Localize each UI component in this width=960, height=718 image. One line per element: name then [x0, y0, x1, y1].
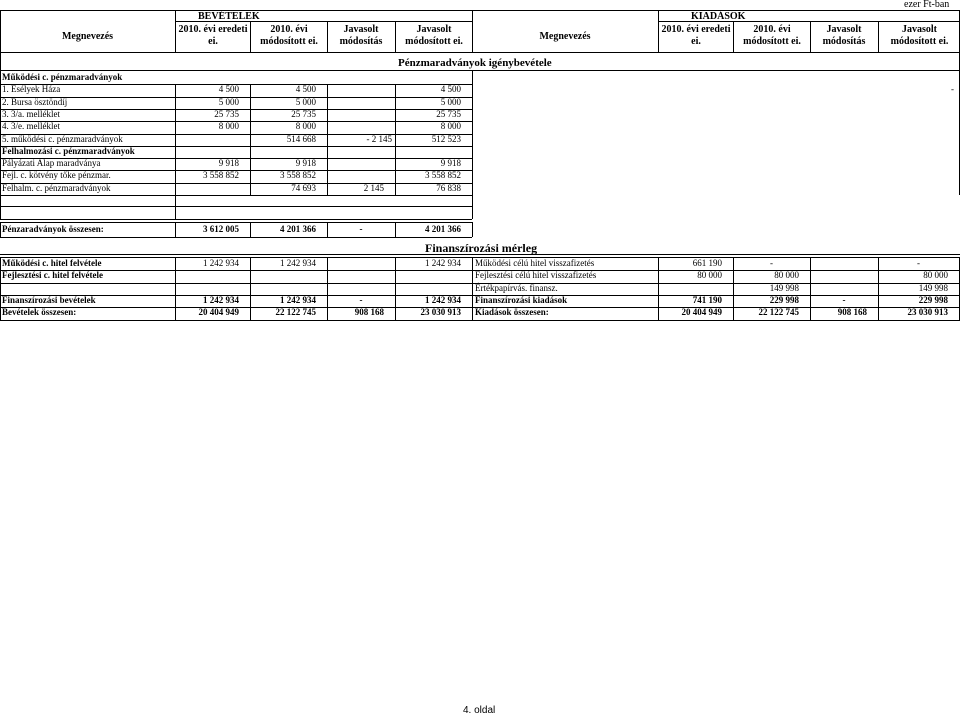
- fin-right-row-3-col2: -: [842, 294, 846, 305]
- grid-line: [472, 70, 473, 195]
- reserve-row-5-name: 5. működési c. pénzmaradványok: [2, 133, 123, 144]
- fin-right-row-3-col0: 741 190: [692, 294, 722, 305]
- grid-line: [175, 84, 176, 195]
- fin-left-row-0-col1: 1 242 934: [280, 258, 316, 268]
- total-row-bottom-line: [0, 237, 472, 238]
- grid-line: [0, 70, 1, 195]
- header-bottom-line: [0, 52, 960, 53]
- fin-right-row-2-name: Értékpapírvás. finansz.: [475, 282, 558, 293]
- grid-line: [395, 222, 396, 237]
- reserve-row-3-col3: 25 735: [436, 108, 461, 119]
- fin-right-row-4-col1: 22 122 745: [758, 307, 799, 318]
- section1-title: Pénzmaradványok igénybevétele: [398, 57, 552, 69]
- grid-line: [0, 206, 472, 207]
- reserve-row-8-col1: 3 558 852: [280, 170, 316, 181]
- reserve-row-8-col3: 3 558 852: [425, 170, 461, 181]
- fin-right-row-3-col1: 229 998: [769, 294, 799, 305]
- section2-title: Finanszírozási mérleg: [425, 241, 538, 255]
- reserve-row-5-col3: 512 523: [431, 133, 461, 144]
- fin-right-row-0-col0: 661 190: [692, 258, 722, 268]
- fin-right-row-1-name: Fejlesztési célú hitel visszafizetés: [475, 270, 597, 281]
- grid-line: [658, 257, 659, 320]
- fin-right-row-2-col3: 149 998: [918, 282, 948, 293]
- grid-line: [175, 222, 176, 237]
- grid-line: [175, 195, 176, 219]
- fin-right-row-0-col1: -: [770, 258, 773, 268]
- reserve-row-9-name: Felhalm. c. pénzmaradványok: [2, 182, 111, 193]
- reserve-row-7-name: Pályázati Alap maradványa: [2, 158, 101, 169]
- grid-line: [0, 222, 1, 237]
- col-header-mod-left: 2010. évi módosított ei.: [260, 24, 318, 47]
- reserve-row-2-col1: 5 000: [295, 96, 316, 107]
- reserve-row-4-name: 4. 3/e. melléklet: [2, 121, 60, 132]
- reserve-row-1-col1: 4 500: [295, 84, 316, 95]
- page-number: 4. oldal: [463, 705, 496, 716]
- grid-line: [0, 219, 472, 220]
- col-header-javei-left: Javasolt módosított ei.: [405, 24, 463, 47]
- grid-line: [327, 222, 328, 237]
- reserve-row-5-col1: 514 668: [286, 133, 316, 144]
- total-row-name: Pénzaradványok összesen:: [2, 224, 104, 234]
- col-header-name-right: Megnevezés: [539, 31, 591, 42]
- reserve-row-0-name: Működési c. pénzmaradványok: [2, 72, 123, 82]
- fin-right-row-4-col0: 20 404 949: [681, 307, 722, 318]
- fin-right-row-0-col3: -: [917, 258, 920, 268]
- fin-right-row-0-name: Működési célú hitel visszafizetés: [475, 258, 595, 268]
- fin-left-row-4-col3: 23 030 913: [420, 307, 461, 318]
- col-header-mod-right: 2010. évi módosított ei.: [743, 24, 801, 47]
- total-row-col0: 3 612 005: [203, 224, 239, 234]
- reserve-row-9-line: [0, 195, 472, 196]
- reserve-row-1-col0: 4 500: [218, 84, 239, 95]
- col-header-orig-left: 2010. évi eredeti ei.: [178, 24, 248, 47]
- fin-right-row-1-col1: 80 000: [774, 270, 799, 281]
- kiadas-group-label: KIADÁSOK: [691, 11, 746, 22]
- fin-left-row-3-name: Finanszírozási bevételek: [2, 294, 96, 305]
- reserve-row-2-name: 2. Bursa ösztöndíj: [2, 96, 68, 107]
- reserve-row-7-col1: 9 918: [295, 158, 316, 169]
- col-header-orig-right: 2010. évi eredeti ei.: [661, 24, 731, 47]
- fin-left-row-4-col0: 20 404 949: [198, 307, 239, 318]
- fin-left-row-1-name: Fejlesztési c. hitel felvétele: [2, 270, 103, 281]
- fin-right-row-3-name: Finanszírozási kiadások: [475, 294, 568, 305]
- reserve-row-3-name: 3. 3/a. melléklet: [2, 108, 60, 119]
- reserve-row-6-name: Felhalmozási c. pénzmaradványok: [2, 145, 135, 156]
- reserve-row-3-col0: 25 735: [214, 108, 239, 119]
- grid-line: [395, 257, 396, 320]
- grid-line: [327, 257, 328, 320]
- grid-line: [175, 257, 176, 320]
- fin-right-row-3-col3: 229 998: [918, 294, 948, 305]
- fin-right-row-2-col1: 149 998: [769, 282, 799, 293]
- reserve-row-2-col3: 5 000: [440, 96, 461, 107]
- reserve-row-4-col1: 8 000: [295, 121, 316, 132]
- reserve-row-7-col3: 9 918: [440, 158, 461, 169]
- grid-line: [733, 257, 734, 320]
- fin-right-row-1-col0: 80 000: [697, 270, 722, 281]
- reserve-row-2-col0: 5 000: [218, 96, 239, 107]
- grid-line: [0, 257, 960, 258]
- grid-line: [472, 195, 473, 219]
- fin-left-row-4-col2: 908 168: [354, 307, 384, 318]
- grid-line: [472, 222, 473, 237]
- total-row-top-line: [0, 222, 472, 223]
- reserve-row-1-right: -: [951, 84, 954, 95]
- grid-line: [472, 257, 473, 320]
- col-header-javmod-left: Javasolt módosítás: [339, 24, 383, 47]
- grid-line: [0, 195, 1, 219]
- col-header-javei-right: Javasolt módosított ei.: [890, 24, 949, 47]
- total-row-col3: 4 201 366: [425, 224, 461, 234]
- section1-title-line: [0, 70, 960, 71]
- fin-left-row-0-col3: 1 242 934: [425, 258, 461, 268]
- reserve-row-4-col0: 8 000: [218, 121, 239, 132]
- fin-left-row-4-name: Bevételek összesen:: [2, 307, 77, 318]
- fin-right-row-4-col2: 908 168: [837, 307, 867, 318]
- grid-line: [250, 84, 251, 195]
- grid-line: [810, 257, 811, 320]
- fin-left-row-3-col2: -: [359, 294, 363, 305]
- reserve-row-3-col1: 25 735: [291, 108, 316, 119]
- fin-left-row-3-col3: 1 242 934: [425, 294, 461, 305]
- fin-right-row-4-name: Kiadások összesen:: [475, 307, 549, 318]
- reserve-row-8-name: Fejl. c. kötvény tőke pénzmar.: [2, 170, 111, 181]
- reserve-row-5-col2: - 2 145: [366, 133, 392, 144]
- total-row-col2: -: [359, 224, 363, 234]
- reserve-row-9-col2: 2 145: [363, 182, 384, 193]
- unit-note: ezer Ft-ban: [904, 0, 950, 10]
- fin-right-row-1-col3: 80 000: [923, 270, 948, 281]
- reserve-row-9-col1: 74 693: [291, 182, 316, 193]
- reserve-row-1-col3: 4 500: [440, 84, 461, 95]
- fin-left-row-3-col0: 1 242 934: [203, 294, 239, 305]
- fin-left-row-3-col1: 1 242 934: [280, 294, 316, 305]
- total-row-col1: 4 201 366: [280, 224, 316, 234]
- fin-left-row-0-name: Működési c. hitel felvétele: [2, 258, 102, 268]
- fin-left-row-0-col0: 1 242 934: [203, 258, 239, 268]
- reserve-row-7-col0: 9 918: [218, 158, 239, 169]
- grid-line: [327, 84, 328, 195]
- reserve-row-9-col3: 76 838: [436, 182, 461, 193]
- col-header-javmod-right: Javasolt módosítás: [822, 24, 866, 47]
- reserve-row-4-col3: 8 000: [440, 121, 461, 132]
- grid-line: [250, 257, 251, 320]
- reserve-row-8-col0: 3 558 852: [203, 170, 239, 181]
- fin-row-4-line: [0, 320, 960, 321]
- grid-line: [395, 84, 396, 195]
- grid-line: [0, 257, 1, 320]
- grid-line: [250, 222, 251, 237]
- col-header-name-left: Megnevezés: [61, 31, 114, 42]
- bevetel-group-label: BEVÉTELEK: [198, 11, 260, 22]
- fin-left-row-4-col1: 22 122 745: [275, 307, 316, 318]
- fin-right-row-4-col3: 23 030 913: [907, 307, 948, 318]
- header-top-line: [0, 10, 960, 11]
- reserve-row-1-name: 1. Esélyek Háza: [2, 84, 61, 95]
- grid-line: [878, 257, 879, 320]
